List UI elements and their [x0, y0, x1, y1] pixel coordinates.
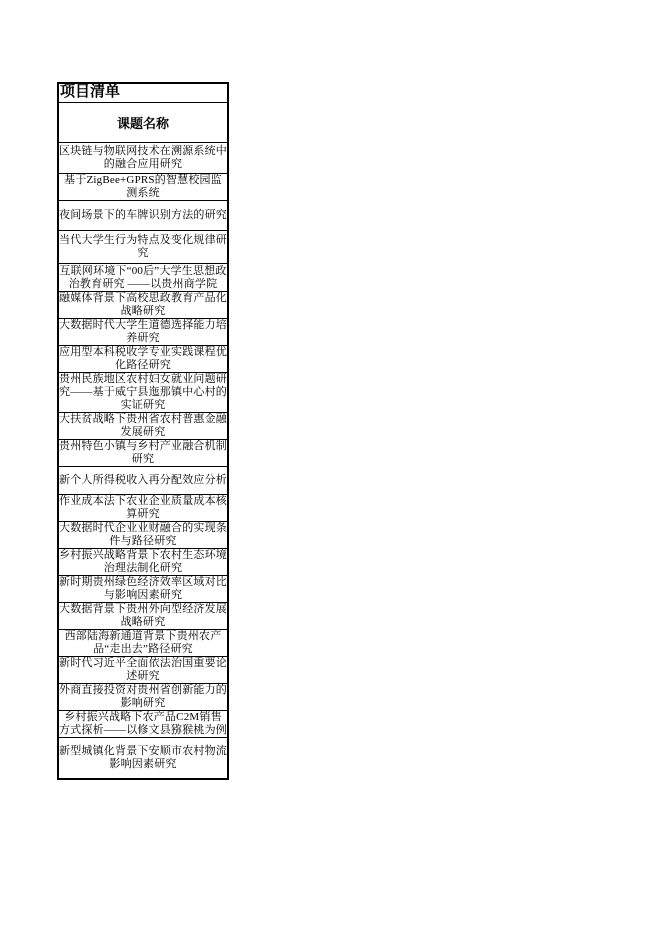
table-row[interactable]: 乡村振兴战略下农产品C2M销售方式探析——以修文县猕猴桃为例 [59, 711, 227, 736]
table-row[interactable]: 新个人所得税收入再分配效应分析 [59, 467, 227, 495]
table-body [59, 143, 227, 778]
table-row[interactable]: 大数据背景下贵州外向型经济发展战略研究 [59, 603, 227, 628]
table-row[interactable]: 大扶贫战略下贵州省农村普惠金融发展研究 [59, 413, 227, 438]
table-row[interactable]: 西部陆海新通道背景下贵州农产品“走出去”路径研究 [59, 630, 227, 657]
table-title-cell[interactable]: 项目清单 [59, 84, 227, 103]
table-row[interactable]: 新型城镇化背景下安顺市农村物流影响因素研究 [59, 745, 227, 770]
table-row[interactable]: 当代大学生行为特点及变化规律研究 [59, 231, 227, 264]
table-row[interactable]: 贵州特色小镇与乡村产业融合机制研究 [59, 440, 227, 465]
table-row[interactable]: 大数据时代大学生道德选择能力培养研究 [59, 319, 227, 344]
table-row[interactable]: 大数据时代企业业财融合的实现条件与路径研究 [59, 522, 227, 547]
table-row[interactable]: 作业成本法下农业企业质量成本核算研究 [59, 495, 227, 520]
table-row[interactable]: 应用型本科税收学专业实践课程优化路径研究 [59, 346, 227, 371]
table-row[interactable]: 贵州民族地区农村妇女就业问题研究——基于威宁县迤那镇中心村的实证研究 [59, 373, 227, 411]
table-row[interactable]: 夜间场景下的车牌识别方法的研究 [59, 201, 227, 231]
column-header-topic-name[interactable]: 课题名称 [59, 103, 227, 143]
table-row[interactable]: 新时代习近平全面依法治国重要论述研究 [59, 657, 227, 682]
table-row[interactable]: 外商直接投资对贵州省创新能力的影响研究 [59, 684, 227, 709]
table-row[interactable]: 区块链与物联网技术在溯源系统中的融合应用研究 [59, 143, 227, 174]
project-list-table [57, 82, 229, 780]
table-row[interactable]: 乡村振兴战略背景下农村生态环境治理法制化研究 [59, 549, 227, 574]
table-row[interactable]: 基于ZigBee+GPRS的智慧校园监测系统 [59, 174, 227, 201]
table-row[interactable]: 互联网环境下“00后”大学生思想政治教育研究 ——以贵州商学院 [59, 264, 227, 292]
table-row[interactable]: 融媒体背景下高校思政教育产品化战略研究 [59, 292, 227, 317]
table-row[interactable]: 新时期贵州绿色经济效率区域对比与影响因素研究 [59, 576, 227, 601]
